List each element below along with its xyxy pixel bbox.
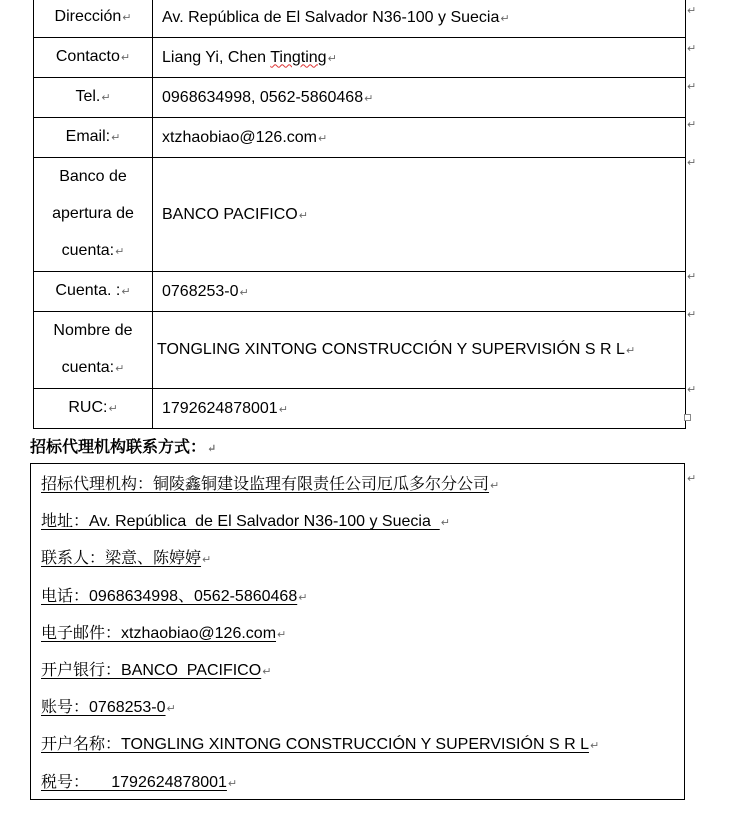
row-end-mark: ↵ bbox=[687, 5, 697, 17]
box-end-mark: ↵ bbox=[687, 473, 697, 485]
row-end-mark: ↵ bbox=[687, 309, 697, 321]
row-end-mark: ↵ bbox=[687, 43, 697, 55]
value-nombre[interactable]: TONGLING XINTONG CONSTRUCCIÓN Y SUPERVISIÓN S R L↵ bbox=[153, 312, 686, 389]
row-end-mark: ↵ bbox=[687, 271, 697, 283]
table-row-cuenta bbox=[34, 272, 686, 312]
value-email[interactable]: xtzhaobiao@126.com↵ bbox=[153, 118, 686, 158]
label-ruc: RUC:↵ bbox=[34, 389, 153, 429]
value-cuenta[interactable]: 0768253-0↵ bbox=[153, 272, 686, 312]
label-contacto: Contacto↵ bbox=[34, 38, 153, 78]
label-direccion: Dirección↵ bbox=[34, 0, 153, 38]
value-tel[interactable]: 0968634998, 0562-5860468↵ bbox=[153, 78, 686, 118]
row-end-mark: ↵ bbox=[687, 119, 697, 131]
section-heading: 招标代理机构联系方式：↵ bbox=[30, 437, 217, 456]
agency-line-bank[interactable]: 开户银行：BANCO PACIFICO↵ bbox=[41, 660, 272, 679]
label-nombre: Nombre de cuenta:↵ bbox=[34, 312, 153, 389]
agency-line-phone[interactable]: 电话：0968634998、0562-5860468↵ bbox=[41, 586, 308, 605]
agency-line-contact[interactable]: 联系人：梁意、陈婷婷↵ bbox=[41, 548, 212, 567]
table-row-direccion bbox=[34, 0, 686, 38]
row-end-mark: ↵ bbox=[687, 81, 697, 93]
table-row-tel bbox=[34, 78, 686, 118]
contact-info-table bbox=[33, 0, 686, 429]
row-end-mark: ↵ bbox=[687, 157, 697, 169]
value-banco[interactable]: BANCO PACIFICO↵ bbox=[153, 158, 686, 272]
agency-line-address[interactable]: 地址：Av. República de El Salvador N36-100 y Suecia ↵ bbox=[41, 511, 450, 530]
agency-line-name[interactable]: 招标代理机构：铜陵鑫铜建设监理有限责任公司厄瓜多尔分公司↵ bbox=[41, 474, 500, 493]
agency-line-tax-id[interactable]: 税号： 1792624878001↵ bbox=[41, 772, 238, 791]
table-row-email bbox=[34, 118, 686, 158]
agency-contact-box bbox=[30, 463, 685, 800]
table-row-banco bbox=[34, 158, 686, 272]
value-ruc[interactable]: 1792624878001↵ bbox=[153, 389, 686, 429]
spellcheck-flagged-word: Tingting bbox=[270, 48, 327, 66]
row-end-mark: ↵ bbox=[687, 384, 697, 396]
agency-line-account-name[interactable]: 开户名称：TONGLING XINTONG CONSTRUCCIÓN Y SUPERVISIÓN S R L↵ bbox=[41, 734, 600, 753]
label-banco: Banco de apertura de cuenta:↵ bbox=[34, 158, 153, 272]
label-email: Email:↵ bbox=[34, 118, 153, 158]
table-row-nombre bbox=[34, 312, 686, 389]
label-cuenta: Cuenta. :↵ bbox=[34, 272, 153, 312]
value-contacto[interactable]: Liang Yi, Chen Tingting↵ bbox=[153, 38, 686, 78]
value-direccion[interactable]: Av. República de El Salvador N36-100 y Suecia↵ bbox=[153, 0, 686, 38]
table-row-contacto bbox=[34, 38, 686, 78]
agency-line-account[interactable]: 账号：0768253-0↵ bbox=[41, 697, 176, 716]
agency-line-email[interactable]: 电子邮件：xtzhaobiao@126.com↵ bbox=[41, 623, 287, 642]
table-row-ruc bbox=[34, 389, 686, 429]
label-tel: Tel.↵ bbox=[34, 78, 153, 118]
table-resize-handle[interactable] bbox=[684, 414, 691, 421]
